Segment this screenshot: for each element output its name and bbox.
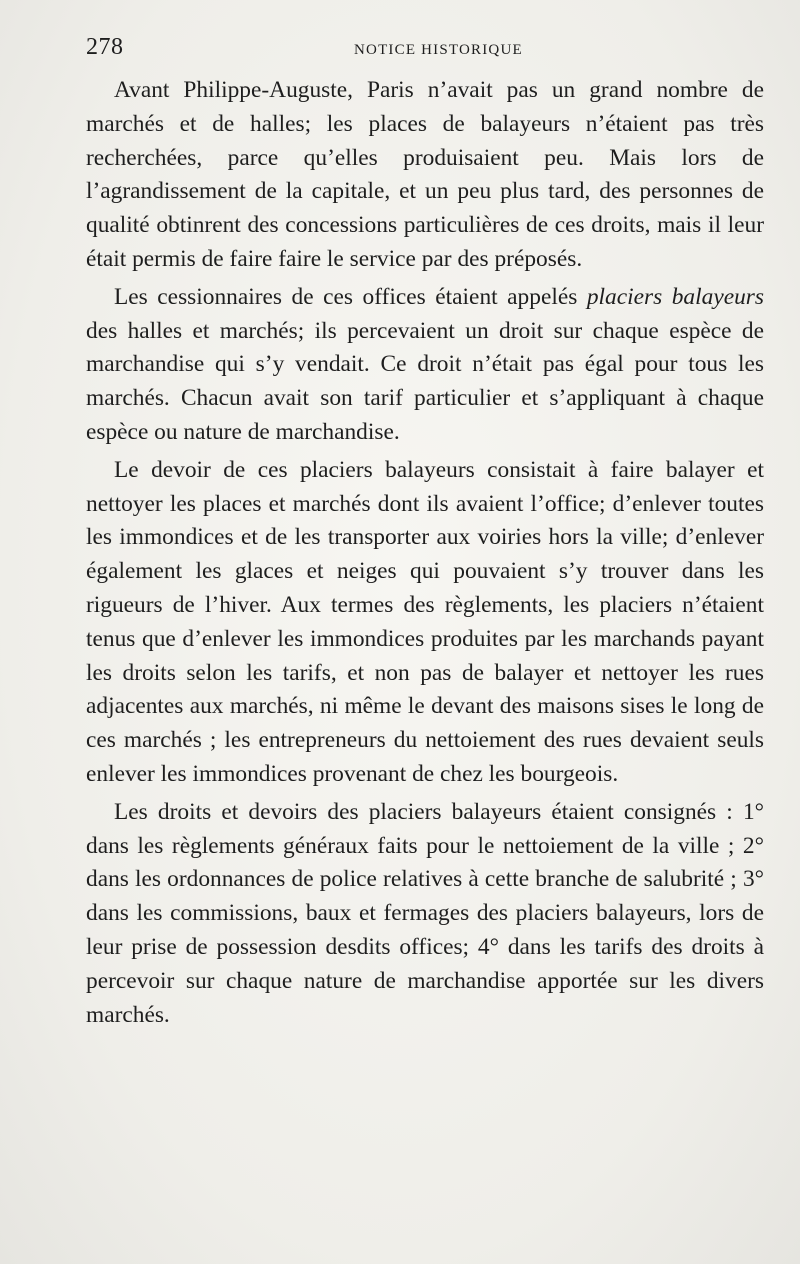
running-head: NOTICE HISTORIQUE xyxy=(354,42,523,58)
page-header xyxy=(86,34,766,64)
paragraph-2 xyxy=(86,281,764,450)
italic-term: placiers balayeurs xyxy=(586,283,764,310)
paragraph-2-end: des halles et marchés; ils percevaient un droit sur chaque espèce de marchandise qui s’y vendait. Ce droit n’était pas égal pour tous les marchés. Chacun avait son tarif particulier et s’appliquant à chaque espèce ou nature de marchandise. xyxy=(86,317,764,445)
paragraph-4: Les droits et devoirs des placiers balayeurs étaient consignés : 1° dans les règlements généraux faits pour le nettoiement de la ville ; 2° dans les ordonnances de police relatives à cette branche de salubrité ; 3° dans les commissions, baux et fermages des placiers balayeurs, lors de leur prise de possession desdits offices; 4° dans les tarifs des droits à percevoir sur chaque nature de marchandise apportée sur les divers marchés. xyxy=(86,798,764,1028)
paragraph-1: Avant Philippe-Auguste, Paris n’avait pas un grand nombre de marchés et de halles; les places de balayeurs n’étaient pas très recherchées, parce qu’elles produisaient peu. Mais lors de l’agrandissement de la capitale, et un peu plus tard, des personnes de qualité obtinrent des concessions particulières de ces droits, mais il leur était permis de faire faire le service par des préposés. xyxy=(86,77,764,272)
page-number: 278 xyxy=(86,34,124,60)
paragraph-2-start: Les cessionnaires de ces offices étaient appelés xyxy=(114,283,587,310)
page-body xyxy=(86,74,764,1032)
paragraph-3: Le devoir de ces placiers balayeurs consistait à faire balayer et nettoyer les places et marchés dont ils avaient l’office; d’enlever toutes les immondices et de les transporter aux voiries hors la ville; d’enlever également les glaces et neiges qui pouvaient s’y trouver dans les rigueurs de l’hiver. Aux termes des règlements, les placiers n’étaient tenus que d’enlever les immondices produites par les marchands payant les droits selon les tarifs, et non pas de balayer et nettoyer les rues adjacentes aux marchés, ni même le devant des maisons sises le long de ces marchés ; les entrepreneurs du nettoiement des rues devaient seuls enlever les immondices provenant de chez les bourgeois. xyxy=(86,456,764,787)
